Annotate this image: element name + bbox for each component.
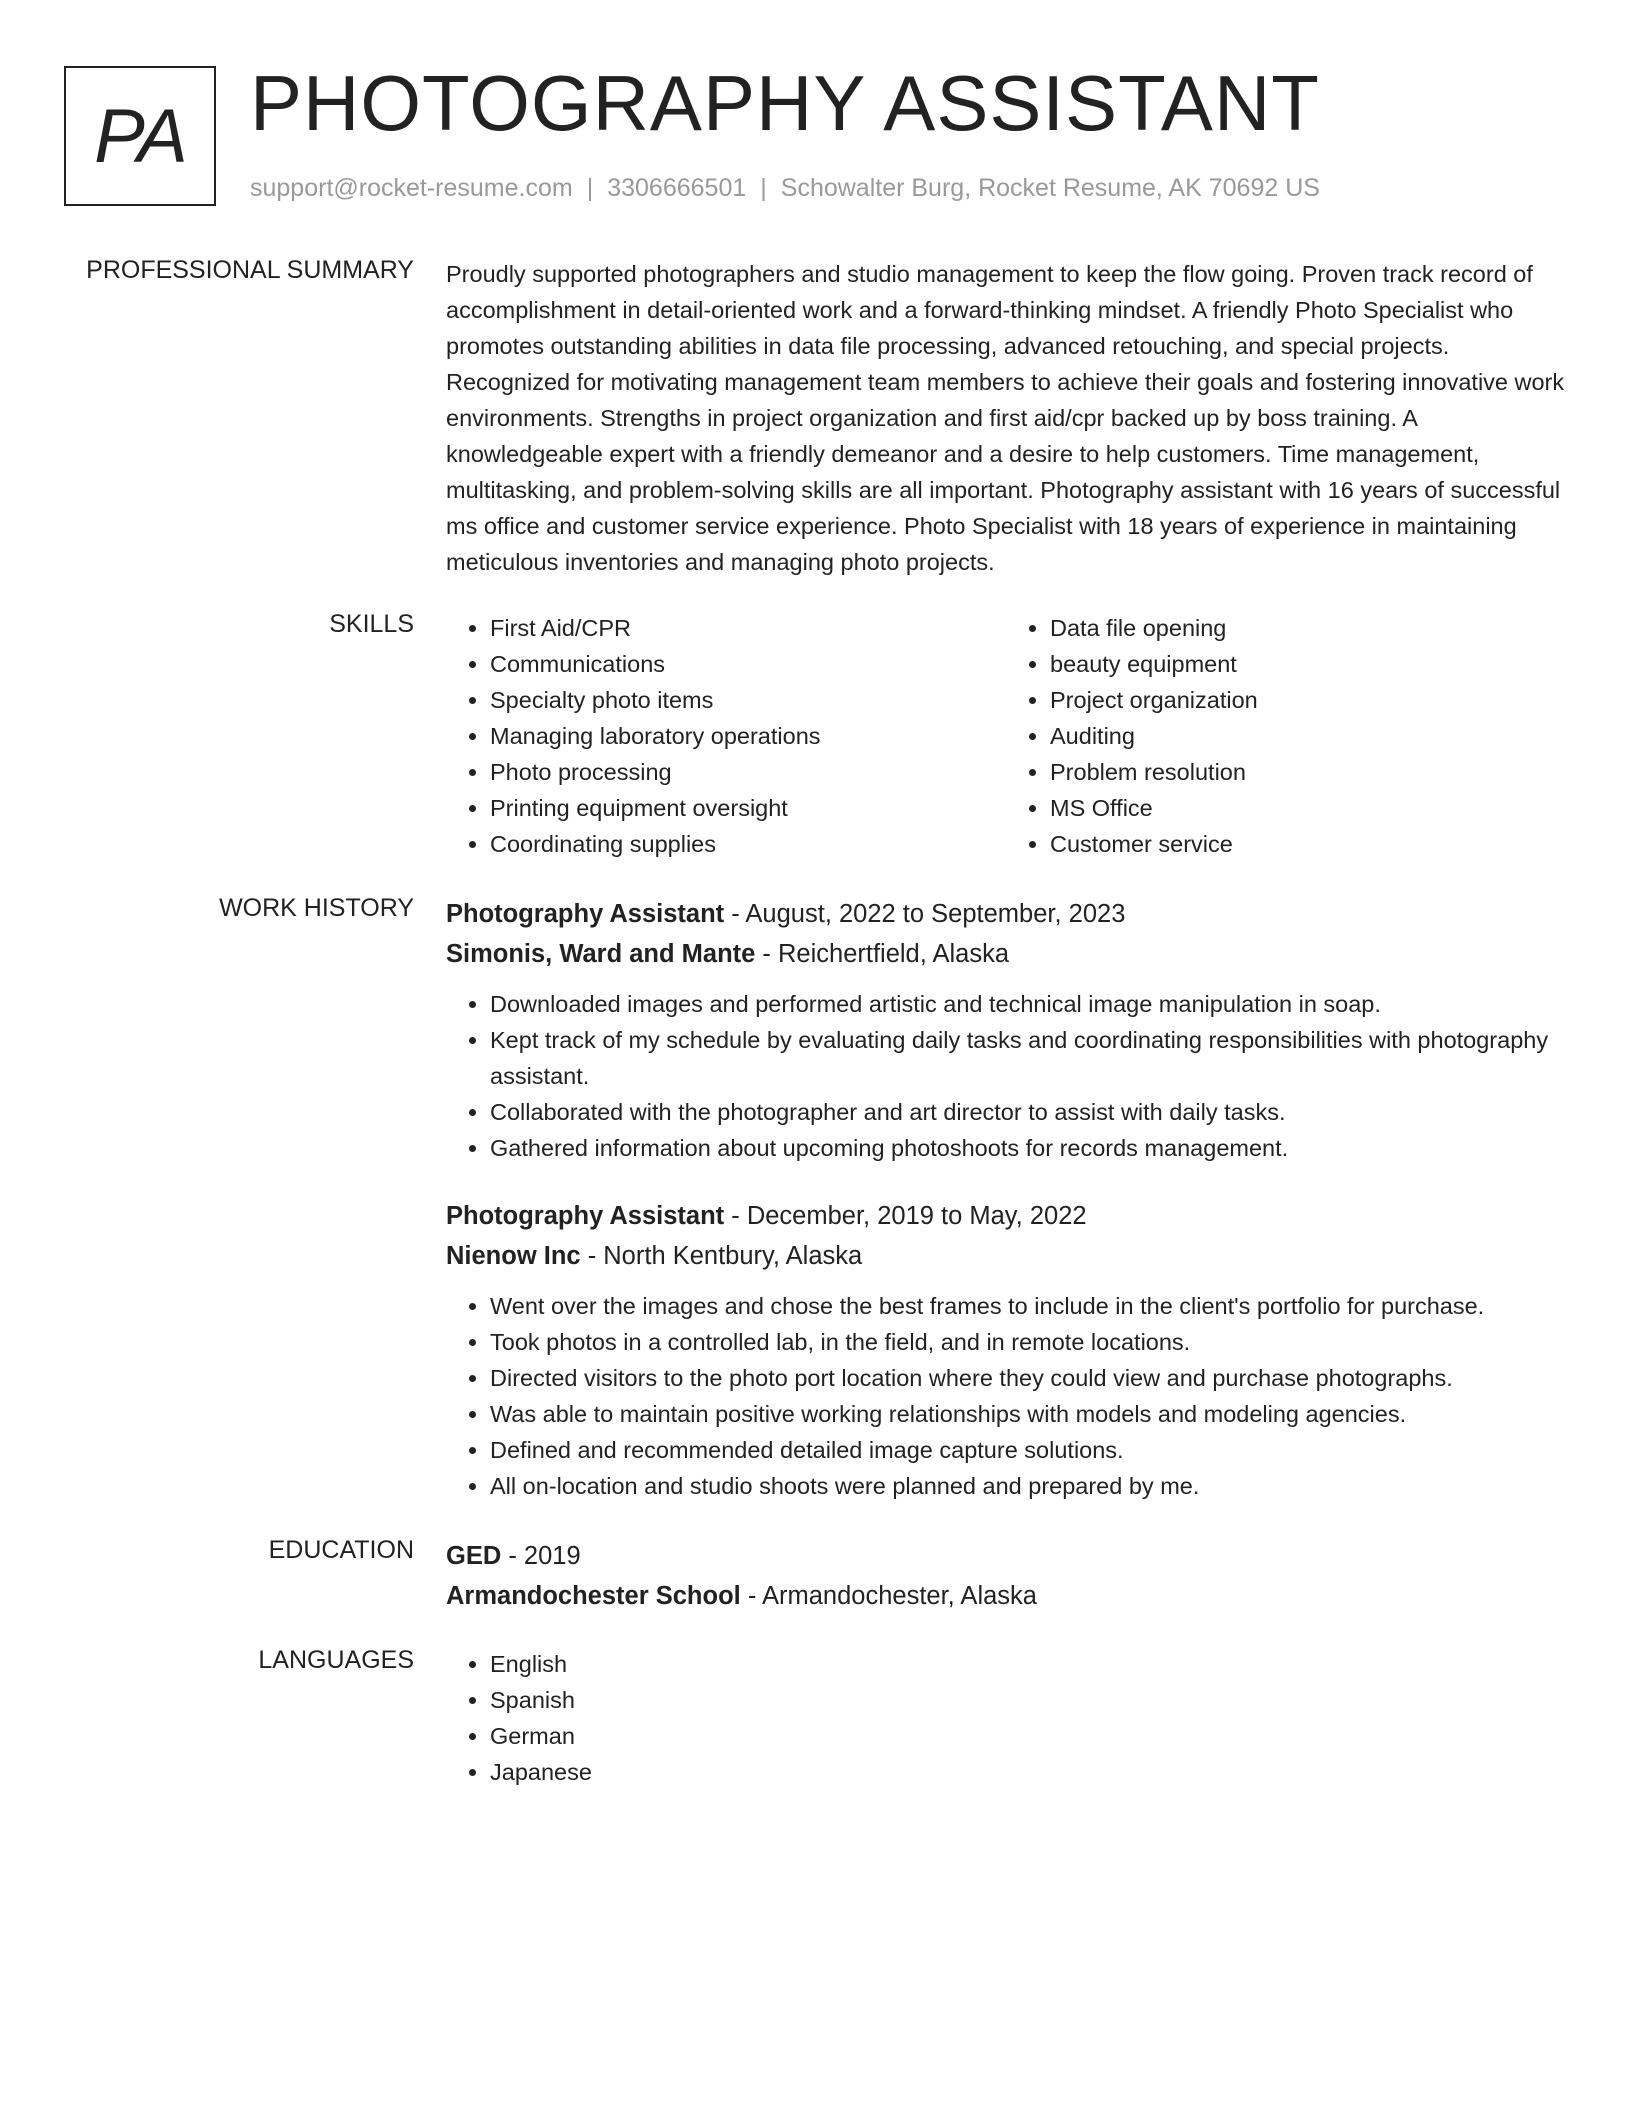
job-company: Simonis, Ward and Mante	[446, 940, 756, 968]
contact-line	[250, 174, 1320, 203]
contact-separator: |	[760, 174, 767, 202]
job-title: Photography Assistant	[446, 900, 725, 928]
education-body	[446, 1536, 1566, 1616]
job-company-line	[446, 934, 1566, 974]
skill-item: • Photo processing	[490, 754, 1006, 790]
school-location: - Armandochester, Alaska	[740, 1582, 1037, 1610]
section-heading: PROFESSIONAL SUMMARY	[86, 256, 414, 284]
language-item: • German	[490, 1718, 1566, 1754]
summary-text: Proudly supported photographers and studio management to keep the flow going. Proven track record of accomplishment in detail-oriented work and a forward-thinking mindset. A friendly Photo Specialist who promotes outstanding abilities in data file processing, advanced retouching, and special projects. Recognized for motivating management team members to achieve their goals and fostering innovative work environments. Strengths in project organization and first aid/cpr backed up by boss training. A knowledgeable expert with a friendly demeanor and a desire to help customers. Time management, multitasking, and problem-solving skills are all important. Photography assistant with 16 years of successful ms office and customer service experience. Photo Specialist with 18 years of experience in maintaining meticulous inventories and managing photo projects.	[446, 261, 1565, 575]
job-company-line	[446, 1236, 1566, 1276]
job-duty: • Downloaded images and performed artistic and technical image manipulation in soap.	[490, 986, 1566, 1022]
languages-list	[446, 1646, 1566, 1790]
job-title: Photography Assistant	[446, 1202, 725, 1230]
job-dates: - August, 2022 to September, 2023	[724, 900, 1126, 928]
job-duty: • Gathered information about upcoming photoshoots for records management.	[490, 1130, 1566, 1166]
job-entry	[446, 1196, 1566, 1504]
job-duty: • Collaborated with the photographer and art director to assist with daily tasks.	[490, 1094, 1566, 1130]
monogram-logo: PA	[64, 66, 216, 206]
job-duty: • Directed visitors to the photo port location where they could view and purchase photographs.	[490, 1360, 1566, 1396]
skill-item: • Coordinating supplies	[490, 826, 1006, 862]
job-location: - Reichertfield, Alaska	[755, 940, 1010, 968]
page-title: PHOTOGRAPHY ASSISTANT	[250, 59, 1320, 147]
work-history-body	[446, 894, 1566, 1504]
skill-item: • MS Office	[1050, 790, 1566, 826]
degree-line	[446, 1536, 1566, 1576]
degree: GED	[446, 1542, 502, 1570]
skills-body	[446, 610, 1566, 862]
contact-address: Schowalter Burg, Rocket Resume, AK 70692 US	[780, 174, 1320, 202]
section-heading: WORK HISTORY	[219, 894, 414, 922]
skill-item: • Problem resolution	[1050, 754, 1566, 790]
skill-item: • Communications	[490, 646, 1006, 682]
job-title-line	[446, 1196, 1566, 1236]
contact-email[interactable]: support@rocket-resume.com	[250, 174, 573, 202]
school-line	[446, 1576, 1566, 1616]
language-item: • Japanese	[490, 1754, 1566, 1790]
job-title-line	[446, 894, 1566, 934]
job-duty: • Took photos in a controlled lab, in the field, and in remote locations.	[490, 1324, 1566, 1360]
section-heading: SKILLS	[329, 610, 414, 638]
job-location: - North Kentbury, Alaska	[580, 1242, 863, 1270]
job-duties	[446, 1288, 1566, 1504]
job-company: Nienow Inc	[446, 1242, 581, 1270]
job-dates: - December, 2019 to May, 2022	[724, 1202, 1087, 1230]
language-item: • Spanish	[490, 1682, 1566, 1718]
skill-item: • beauty equipment	[1050, 646, 1566, 682]
skill-item: • Specialty photo items	[490, 682, 1006, 718]
job-duty: • Kept track of my schedule by evaluating daily tasks and coordinating responsibilities with photography assistant.	[490, 1022, 1566, 1094]
skill-item: • Printing equipment oversight	[490, 790, 1006, 826]
skill-item: • Customer service	[1050, 826, 1566, 862]
job-entry	[446, 894, 1566, 1166]
skills-list-right	[1006, 610, 1566, 862]
degree-year: - 2019	[501, 1542, 581, 1570]
skill-item: • First Aid/CPR	[490, 610, 1006, 646]
job-duty: • All on-location and studio shoots were planned and prepared by me.	[490, 1468, 1566, 1504]
skill-item: • Managing laboratory operations	[490, 718, 1006, 754]
skill-item: • Data file opening	[1050, 610, 1566, 646]
section-heading: EDUCATION	[268, 1536, 414, 1564]
language-item: • English	[490, 1646, 1566, 1682]
skill-item: • Project organization	[1050, 682, 1566, 718]
contact-separator: |	[586, 174, 594, 202]
skill-item: • Auditing	[1050, 718, 1566, 754]
job-duties	[446, 986, 1566, 1166]
job-duty: • Was able to maintain positive working relationships with models and modeling agencies.	[490, 1396, 1566, 1432]
school-name: Armandochester School	[446, 1582, 741, 1610]
job-duty: • Went over the images and chose the best frames to include in the client's portfolio for purchase.	[490, 1288, 1566, 1324]
skills-list-left	[446, 610, 1006, 862]
job-duty: • Defined and recommended detailed image capture solutions.	[490, 1432, 1566, 1468]
section-heading: LANGUAGES	[258, 1646, 414, 1674]
languages-body	[446, 1646, 1566, 1790]
contact-phone[interactable]: 3306666501	[607, 174, 747, 202]
